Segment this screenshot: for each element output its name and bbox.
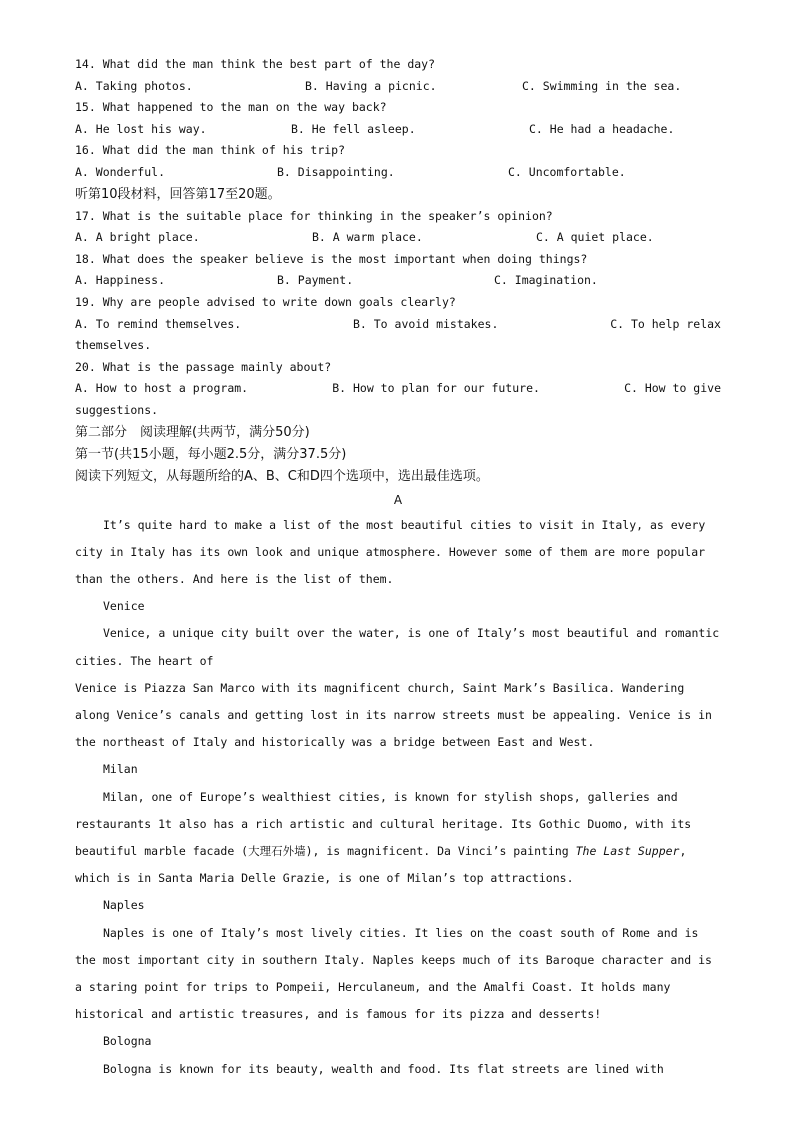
passage-label: A [393, 492, 403, 507]
option-b: B. Disappointing. [277, 164, 395, 179]
option-c: C. Uncomfortable. [508, 164, 626, 179]
option-c: C. He had a headache. [529, 121, 675, 136]
section-10-instruction: 听第10段材料，回答第17至20题。 [75, 186, 281, 202]
question-19: 19. Why are people advised to write down goals clearly? [75, 294, 456, 309]
option-b: B. A warm place. [312, 230, 423, 245]
options-16 [75, 162, 721, 184]
options-20 [75, 378, 721, 400]
reading-instruction: 阅读下列短文，从每题所给的A、B、C和D四个选项中，选出最佳选项。 [75, 468, 489, 484]
question-16: 16. What did the man think of his trip? [75, 143, 346, 158]
venice-paragraph-1: Venice, a unique city built over the water, is one of Italy’s most beautiful and romantic cities. The heart of [75, 626, 720, 668]
naples-paragraph: Naples is one of Italy’s most lively cities. It lies on the coast south of Rome and is the most important city in southern Italy. Naples keeps much of its Baroque character and is a staring point for trips to Pompeii, Herculaneum, and the Amalfi Coast. It holds many historical and artistic treasures, and is famous for its pizza and desserts! [75, 925, 712, 1022]
question-15: 15. What happened to the man on the way back? [75, 100, 387, 115]
option-a: A. Taking photos. [75, 78, 193, 93]
question-14: 14. What did the man think the best part of the day? [75, 57, 436, 71]
options-15 [75, 119, 721, 141]
option-c: C. A quiet place. [536, 230, 654, 245]
bologna-paragraph: Bologna is known for its beauty, wealth and food. Its flat streets are lined with [103, 1061, 664, 1076]
question-18: 18. What does the speaker believe is the most important when doing things? [75, 251, 588, 266]
passage-intro: It’s quite hard to make a list of the most beautiful cities to visit in Italy, as every city in Italy has its own look and unique atmosphere. However some of them are more popular than the others. And here is the list of them. [75, 517, 706, 586]
options-18 [75, 270, 721, 292]
option-a: A. A bright place. [75, 230, 200, 245]
option-a: A. Wonderful. [75, 164, 166, 179]
heading-bologna: Bologna [103, 1034, 152, 1049]
options-17 [75, 227, 721, 249]
part-two-heading: 第二部分 阅读理解(共两节，满分50分) [75, 424, 310, 440]
option-c-continued: suggestions. [75, 402, 159, 417]
painting-title: The Last Supper [575, 843, 680, 858]
heading-naples: Naples [103, 898, 145, 913]
option-c: C. How to give [624, 381, 721, 396]
option-a: A. How to host a program. [75, 381, 249, 396]
option-c: C. Imagination. [494, 273, 598, 288]
milan-text-2: , which is in Santa Maria Delle Grazie, is one of Milan’s top attractions. [75, 843, 687, 886]
heading-milan: Milan [103, 762, 138, 777]
exam-page [75, 54, 721, 1083]
option-b: B. To avoid mistakes. [352, 316, 499, 331]
option-a: A. He lost his way. [75, 121, 207, 136]
option-c: C. Swimming in the sea. [522, 78, 682, 93]
milan-paragraph [75, 784, 721, 893]
option-b: B. He fell asleep. [291, 121, 416, 136]
options-14 [75, 76, 721, 98]
section-one-heading: 第一节(共15小题，每小题2.5分，满分37.5分) [75, 446, 347, 462]
option-a: A. To remind themselves. [75, 316, 242, 331]
venice-paragraph-2: Venice is Piazza San Marco with its magnificent church, Saint Mark’s Basilica. Wandering along Venice’s canals and getting lost in its narrow streets must be appealing. Venice is in the northeast of Italy and historically was a bridge between East and West. [75, 680, 712, 750]
option-b: B. How to plan for our future. [332, 381, 540, 396]
milan-text-1: Milan, one of Europe’s wealthiest cities, is known for stylish shops, galleries and restaurants 1t also has a rich artistic and cultural heritage. Its Gothic Duomo, with its beautiful marble facade (大理石外墙), is magnificent. Da Vinci’s painting [75, 789, 692, 858]
question-20: 20. What is the passage mainly about? [75, 359, 332, 374]
option-b: B. Having a picnic. [305, 78, 437, 93]
option-b: B. Payment. [277, 273, 354, 288]
question-17: 17. What is the suitable place for thinking in the speaker’s opinion? [75, 208, 553, 223]
option-c-continued: themselves. [75, 338, 152, 353]
option-a: A. Happiness. [75, 273, 166, 288]
heading-venice: Venice [103, 599, 145, 614]
options-19 [75, 314, 721, 336]
option-c: C. To help relax [610, 316, 721, 331]
